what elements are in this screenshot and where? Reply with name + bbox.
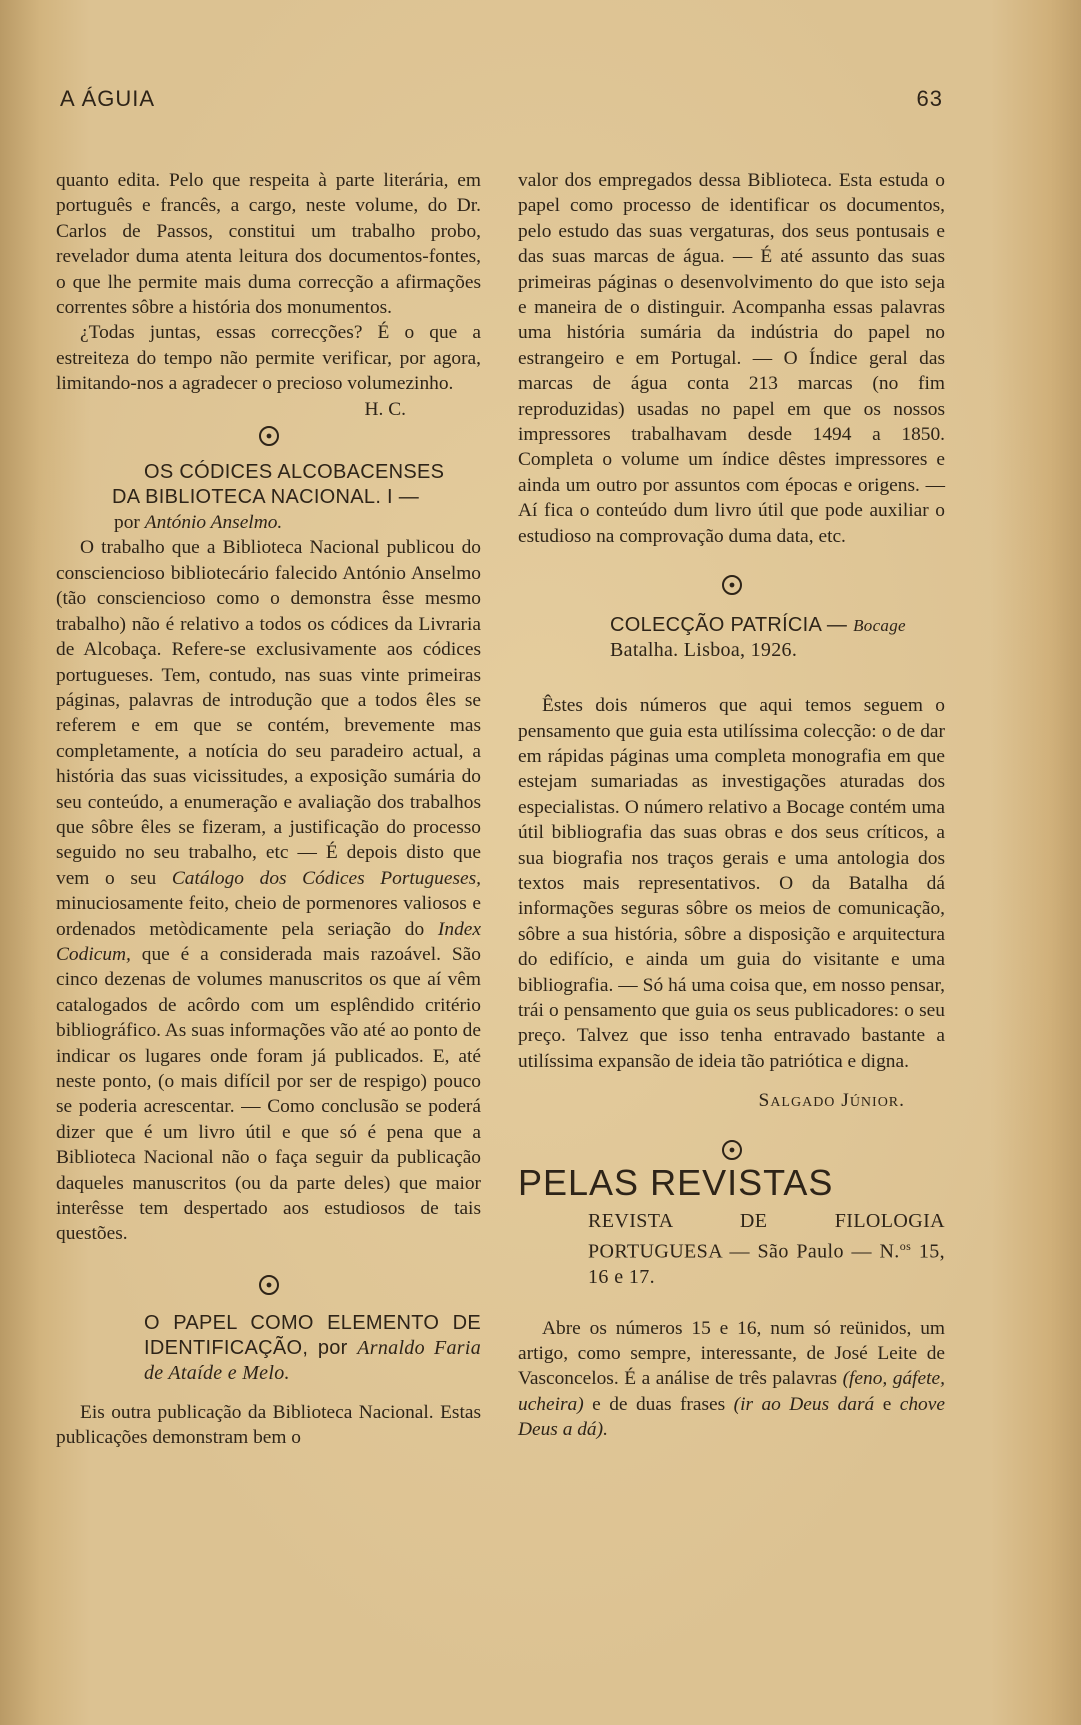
entry-title-line: OS CÓDICES ALCOBACENSES [144,461,445,484]
review-heading [518,1209,945,1290]
circle-dot-ornament-icon [257,424,281,448]
entry-title [56,1311,481,1386]
book-title: Index Codicum, [56,918,481,965]
page-number: 63 [916,86,943,111]
book-title: Catálogo dos Códices Portugueses, [171,867,481,889]
entry-title-line: Batalha. Lisboa, 1926. [610,639,798,662]
byline-prefix: por [317,1336,348,1359]
signature [518,1088,945,1113]
author-name: António Anselmo. [144,512,283,534]
section-title: PELAS REVISTAS [518,1161,834,1203]
paragraph: quanto edita. Pelo que respeita à parte literária, em português e francês, a cargo, neste volume, do Dr. Carlos de Passos, constitui um trabalho probo, revelador duma atenta leitura dos documentos-fontes, o que lhe permite mais duma correcção a afirmações correntes sôbre a história dos monumentos. [56,170,481,319]
paragraph [518,1316,945,1443]
journal-title: A ÁGUIA [60,86,156,111]
entry-title-line: COLECÇÃO PATRÍCIA — [610,614,848,637]
text-run: e de duas frases [592,1393,726,1415]
text-run: O trabalho que a Biblioteca Nacional publicou do consciencioso bibliotecário falecido António Anselmo (tão consciencioso como o demonstra êsse mesmo trabalho) não é relativo a todos os códices da Livraria de Alcobaça. Refere-se exclusivamente aos códices portugueses. Tem, contudo, nas suas vinte primeiras páginas, palavras de introdução que a todos êles se referem e em que se contém, brevemente mas completamente, a notícia do seu paradeiro actual, a história das suas vicissitudes, a exposição sumária do seu conteúdo, a enumeração e avaliação dos trabalhos que sôbre êles se fizeram, a justificação do processo seguido no seu trabalho, etc — É depois disto que vem o seu [56,537,481,889]
circle-dot-ornament-icon [720,1138,744,1162]
paragraph: Êstes dois números que aqui temos seguem o pensamento que guia esta utilíssima colecção: o de dar em rápidas páginas uma completa monografia em que estejam sumariadas as investigações aturadas dos especialistas. O número relativo a Bocage contém uma útil bibliografia das suas obras e dos seus críticos, a sua biografia nos traços gerais e uma antologia dos textos mais representativos. O da Batalha dá informações seguras sôbre os meios de comunicação, sôbre a sua história, sôbre a disposição e arquitectura do edifício, e ainda um guia do visitante e uma bibliografia. — Só há uma coisa que, em nosso pensar, trái o pensamento que guia os seus publicadores: o seu preço. Talvez que isso tenha entravado bastante a utilíssima expansão de ideia tão patriótica e digna. [518,695,945,1072]
paragraph: valor dos empregados dessa Biblioteca. Esta estuda o papel como processo de identificar os documentos, pelo estudo das suas vergaturas, dos seus pontusais e das suas marcas de água. — É até assunto das suas primeiras páginas o desenvolvimento do que isto seja e maneira de o distinguir. Acompanha essas palavras uma história sumária da indústria do papel no estrangeiro e em Portugal. — O Índice geral das marcas de água conta 213 marcas (no fim reproduzidas) usadas no papel em que os nossos impressores trabalhavam desde 1494 a 1850. Completa o volume um índice dêstes impressores e ainda um outro por assuntos com épocas e origens. — Aí fica o conteúdo dum livro útil que pode auxiliar o estudioso na comprovação duma data, etc. [518,170,945,547]
author-name: Bocage [853,616,906,636]
entry-title-line: O PAPEL COMO ELEMENTO DE IDENTIFICAÇÃO, [144,1311,481,1359]
signature: H. C. [364,398,406,420]
entry-byline [56,510,481,535]
circle-dot-ornament-icon [257,1273,281,1297]
entry-title [518,613,945,663]
signature-name: Salgado Júnior. [758,1090,905,1112]
author-name: Arnaldo Faria de Ataíde e Melo. [144,1336,482,1384]
superscript: os [899,1239,912,1253]
circle-dot-ornament-icon [720,573,744,597]
quoted-words: chove Deus a dá). [518,1393,945,1441]
review-heading-text: 15, 16 e 17. [588,1240,946,1288]
quoted-words: (ir ao Deus dará [733,1393,875,1415]
paragraph: Eis outra publicação da Biblioteca Nacional. Estas publicações demonstram bem o [56,1401,481,1449]
byline-prefix: por [114,512,140,534]
text-run: minuciosamente feito, cheio de pormenores valiosos e ordenados metòdicamente pela seriação do [56,893,481,940]
right-column [518,168,945,1443]
text-run: Abre os números 15 e 16, num só reünidos, um artigo, como sempre, interessante, de José Leite de Vasconcelos. É a análise de três palavras [518,1317,945,1390]
quoted-words: (feno, gáfete, ucheira) [518,1368,946,1415]
text-run: e [882,1393,892,1415]
left-column [56,168,481,1451]
paragraph: ¿Todas juntas, essas correcções? É o que a estreiteza do tempo não permite verificar, por agora, limitando-nos a agradecer o precioso volumezinho. [56,322,481,395]
entry-title [56,460,481,510]
entry-title-line: DA BIBLIOTECA NACIONAL. I — [112,486,420,509]
paragraph [56,535,481,1246]
review-heading-text: REVISTA DE FILOLOGIA PORTUGUESA — São Paulo — N. [588,1210,945,1263]
text-run: que é a considerada mais razoável. São cinco dezenas de volumes manuscritos os que aí vêm catalogados de acôrdo com um esplêndido critério bibliográfico. As suas informações vão até ao ponto de indicar os lugares onde foram já publicados. E, até neste ponto, (o mais difícil por ser de respigo) pouco se poderia acrescentar. — Como conclusão se poderá dizer que é um livro útil e que só é pena que a Biblioteca Nacional não o faça seguir da publicação daqueles manuscritos (ou da parte deles) que maior interêsse tem despertado aos estudiosos de tais questões. [56,943,481,1245]
